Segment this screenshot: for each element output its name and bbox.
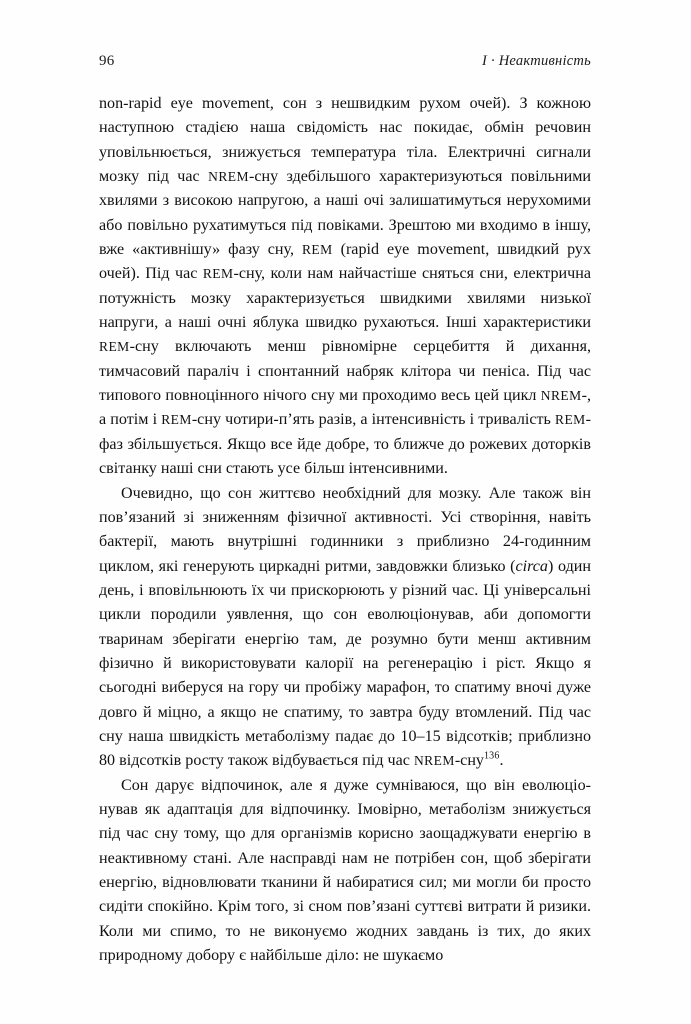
chapter-running-title: I · Неактивність (481, 53, 591, 69)
acronym-smallcaps: NREM (208, 169, 249, 185)
text-run: Сон дарує відпочинок, але я дуже сумніваюся, що він еволюціонував як адаптація для відпочинку. Імовірно, метаболізм знижується під час сну тому, що для організмів корисно заощаджувати енергію в неактивному стані. Але насправді нам не потрібен сон, щоб зберігати енергію, відновлювати тканини й набиратися сил; ми могли би просто сидіти спокійно. Крім того, зі сном пов’язані суттєві витрати й ризики. Коли ми спимо, то не виконуємо жодних завдань із тих, до яких природному добору є найбільше діло: не шукаємо (99, 776, 591, 965)
latin-phrase: rapid eye movement (345, 241, 486, 259)
body-text-block (99, 92, 591, 968)
text-run: -сну чотири-п’ять разів, а інтенсивність і тривалість (191, 411, 555, 429)
footnote-marker: 136 (483, 750, 500, 762)
acronym-smallcaps: REM (202, 266, 234, 282)
text-run: . (499, 752, 504, 770)
running-head (99, 51, 591, 71)
paragraph (99, 92, 591, 482)
acronym-smallcaps: NREM (413, 753, 455, 769)
text-run: -сну включають менш рівномірне серцебиття й дихання, тимчасовий параліч і спонтанний набряк клітора чи пеніса. Під час типового повноцінного нічого сну ми проходимо весь цей цикл (99, 338, 591, 405)
acronym-smallcaps: REM (301, 242, 333, 258)
acronym-smallcaps: REM (161, 412, 192, 428)
acronym-smallcaps: REM (555, 412, 586, 428)
acronym-smallcaps: NREM (540, 388, 582, 404)
latin-phrase: non-rapid eye movement (99, 95, 270, 112)
text-run: -сну, коли нам найчастіше сняться сни, електрична потужність мозку характеризується швидкими хвилями низької напруги, а наші очні яблука швидко рухаються. Інші характеристики (99, 265, 591, 332)
latin-term: circa (515, 557, 548, 575)
text-run: -сну здебільшого характеризуються повільними хвилями з високою напругою, а наші очі залишатимуться нерухомими або повільно рухатимуться під повіками. Зрештою ми входимо в іншу, вже «активнішу» фазу сну, (99, 168, 591, 259)
page-number: 96 (99, 53, 115, 69)
text-run: -сну (454, 752, 484, 770)
text-run: ) один день, і вповільнюють їх чи прискорюють у різний час. Ці універсальні цикли породили уявлення, що сон еволюціонував, аби допомогти тваринам зберігати енергію там, де розумно бути менш активним фізично й використовувати калорії на регенерацію і ріст. Якщо я сьогодні виберуся на гору чи пробіжу марафон, то спатиму вночі дуже довго й міцно, а якщо не спатиму, то завтра буду втомлений. Під час сну наша швидкість метаболізму падає до 10–15 відсотків; приблизно 80 відсотків росту також відбувається під час (99, 557, 591, 770)
text-run: -фаз збільшується. Якщо все йде добре, то ближче до рожевих доторків світанку наші сни стають усе більш інтенсивними. (99, 411, 591, 478)
text-run: Очевидно, що сон життєво необхідний для мозку. Але також він пов’язаний зі зниженням фізичної активності. Усі створіння, навіть бактерії, мають внутрішні годинники з приблизно 24-годинним циклом, які генерують циркадні ритми, завдовжки близько ( (99, 484, 591, 575)
paragraph (99, 774, 591, 969)
text-run: , швидкий рух очей). Під час (99, 241, 591, 283)
text-run: -, а потім і (99, 387, 591, 429)
text-run: , сон з нешвидким рухом очей). З кожною наступною стадією наша свідомість нас покидає, обмін речовин уповільнюється, знижується температура тіла. Електричні сигнали мозку під час (99, 95, 591, 186)
text-run: ( (332, 241, 346, 259)
acronym-smallcaps: REM (99, 339, 130, 355)
paragraph (99, 482, 591, 774)
